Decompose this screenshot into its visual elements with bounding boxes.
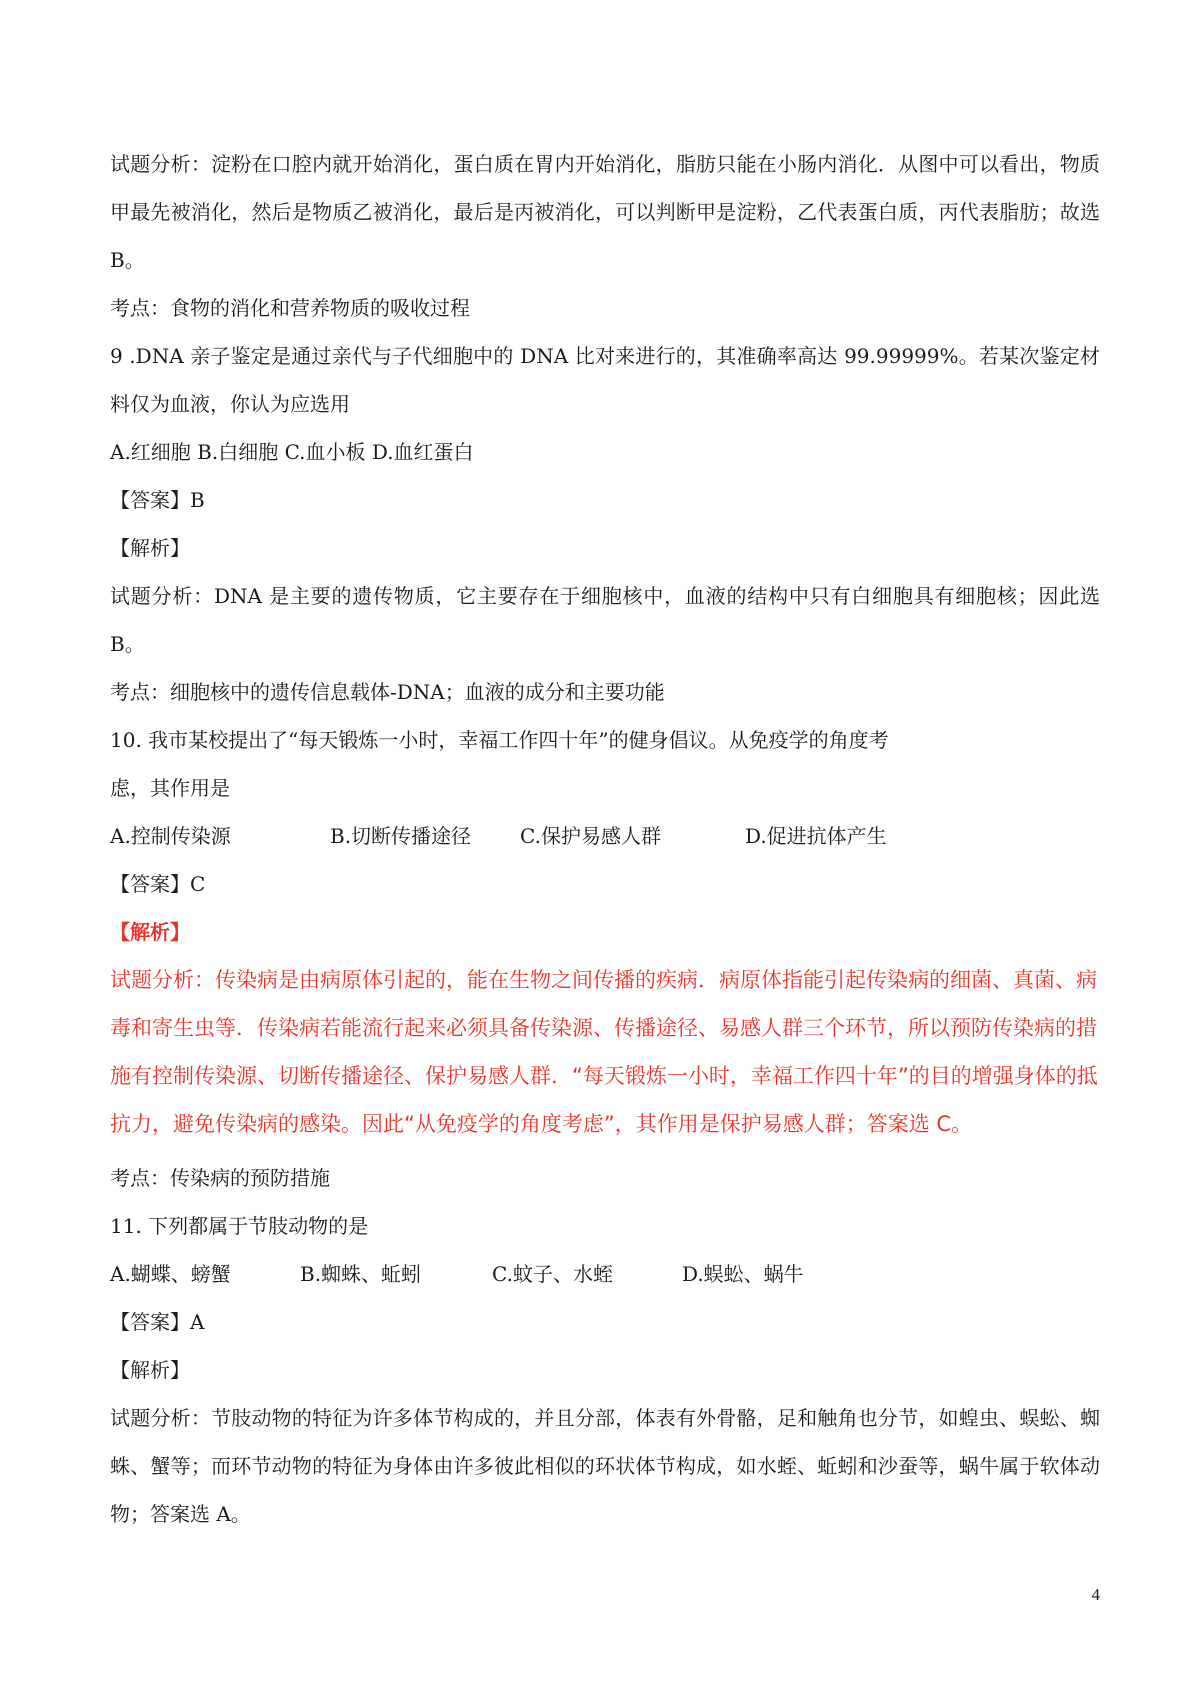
q10-options (110, 812, 1100, 860)
q11-answer: 【答案】A (110, 1310, 205, 1334)
q11-options (110, 1250, 1100, 1298)
q10-option-b: B.切断传播途径 (330, 824, 472, 848)
q11-option-c: C.蚊子、水蛭 (492, 1262, 613, 1286)
q9-analysis: 试题分析：DNA 是主要的遗传物质，它主要存在于细胞核中，血液的结构中只有白细胞具有细胞核；因此选 B。 (110, 584, 1100, 656)
q9-options: A.红细胞 B.白细胞 C.血小板 D.血红蛋白 (110, 440, 474, 464)
q10-option-d: D.促进抗体产生 (745, 824, 887, 848)
q10-jiexi-heading: 【解析】 (110, 920, 190, 944)
document-page (110, 140, 1100, 1538)
q11-option-b: B.蜘蛛、蚯蚓 (300, 1262, 422, 1286)
q10-stem-line2: 虑，其作用是 (110, 776, 230, 800)
q11-option-a: A.蝴蝶、螃蟹 (110, 1262, 231, 1286)
q10-kaodian: 考点：传染病的预防措施 (110, 1166, 330, 1190)
q11-option-d: D.蜈蚣、蜗牛 (682, 1262, 804, 1286)
q8-analysis: 试题分析：淀粉在口腔内就开始消化，蛋白质在胃内开始消化，脂肪只能在小肠内消化．从图中可以看出，物质甲最先被消化，然后是物质乙被消化，最后是丙被消化，可以判断甲是淀粉，乙代表蛋白质，丙代表脂肪；故选 B。 (110, 152, 1100, 272)
q9-jiexi-heading: 【解析】 (110, 536, 190, 560)
q10-option-a: A.控制传染源 (110, 824, 231, 848)
q11-analysis: 试题分析：节肢动物的特征为许多体节构成的，并且分部，体表有外骨骼，足和触角也分节，如蝗虫、蜈蚣、蜘蛛、蟹等；而环节动物的特征为身体由许多彼此相似的环状体节构成，如水蛭、蚯蚓和沙蚕等，蜗牛属于软体动物；答案选 A。 (110, 1406, 1100, 1526)
q9-stem: 9 .DNA 亲子鉴定是通过亲代与子代细胞中的 DNA 比对来进行的，其准确率高达 99.99999%。若某次鉴定材料仅为血液，你认为应选用 (110, 344, 1100, 416)
q10-analysis: 试题分析：传染病是由病原体引起的，能在生物之间传播的疾病．病原体指能引起传染病的细菌、真菌、病毒和寄生虫等．传染病若能流行起来必须具备传染源、传播途径、易感人群三个环节，所以预防传染病的措施有控制传染源、切断传播途径、保护易感人群．“每天锻炼一小时，幸福工作四十年”的目的增强身体的抵抗力，避免传染病的感染。因此“从免疫学的角度考虑”，其作用是保护易感人群；答案选 C。 (110, 968, 1098, 1136)
q9-kaodian: 考点：细胞核中的遗传信息载体-DNA；血液的成分和主要功能 (110, 680, 665, 704)
q10-stem-line1: 10. 我市某校提出了“每天锻炼一小时，幸福工作四十年”的健身倡议。从免疫学的角度考 (110, 728, 889, 752)
q8-kaodian: 考点：食物的消化和营养物质的吸收过程 (110, 296, 470, 320)
page-number: 4 (1091, 1585, 1100, 1604)
q10-answer: 【答案】C (110, 872, 206, 896)
q11-jiexi-heading: 【解析】 (110, 1358, 190, 1382)
q9-answer: 【答案】B (110, 488, 205, 512)
q10-option-c: C.保护易感人群 (520, 824, 661, 848)
q11-stem: 11. 下列都属于节肢动物的是 (110, 1214, 369, 1238)
